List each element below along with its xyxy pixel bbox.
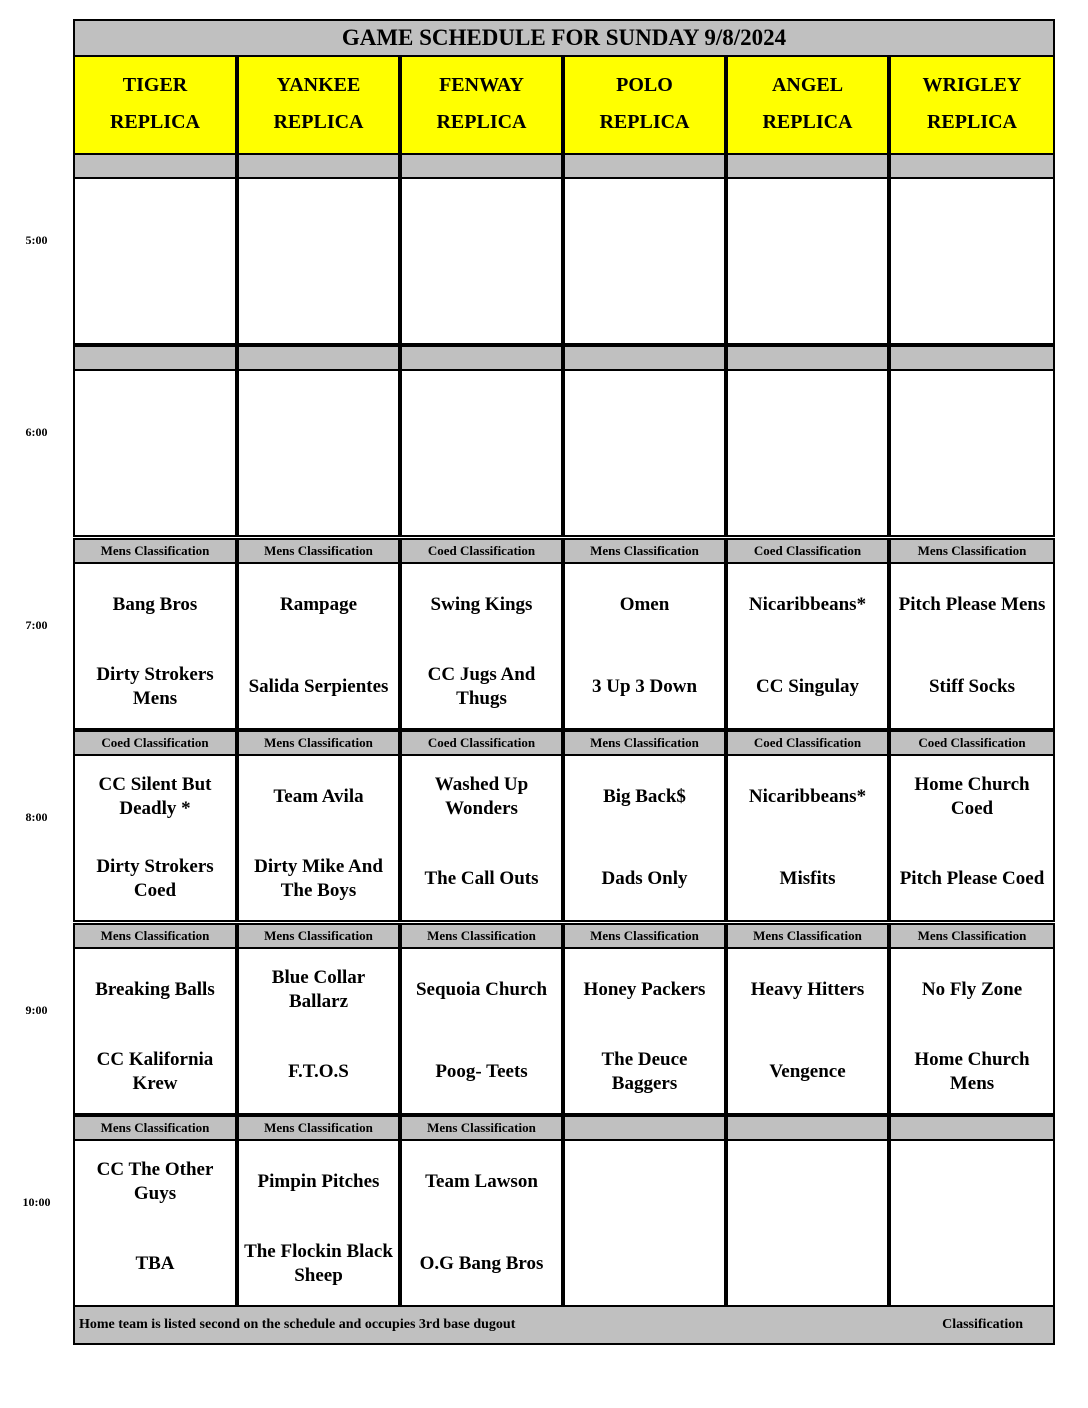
home-team: CC Singulay xyxy=(756,676,859,697)
away-team: CC The Other Guys xyxy=(96,1159,214,1204)
home-team: Misfits xyxy=(779,868,836,889)
empty-game-cell xyxy=(889,369,1055,537)
classification-label xyxy=(889,345,1055,371)
away-team: Honey Packers xyxy=(583,979,706,1000)
time-label: 7:00 xyxy=(25,618,48,632)
classification-label xyxy=(73,345,237,371)
empty-game-cell xyxy=(237,369,400,537)
time-label: 8:00 xyxy=(25,810,48,824)
away-team: Blue Collar Ballarz xyxy=(271,967,366,1012)
classification-label: Mens Classification xyxy=(563,538,726,564)
away-team: Swing Kings xyxy=(430,594,533,615)
classification-label xyxy=(726,153,889,179)
classification-label: Mens Classification xyxy=(73,538,237,564)
home-team: Stiff Socks xyxy=(928,676,1016,697)
home-team: Home Church Mens xyxy=(914,1049,1030,1094)
classification-label xyxy=(563,153,726,179)
classification-label: Coed Classification xyxy=(726,730,889,756)
field-name: ANGEL xyxy=(771,74,844,96)
classification-label xyxy=(726,345,889,371)
away-team: Pimpin Pitches xyxy=(257,1171,380,1192)
classification-label: Mens Classification xyxy=(889,923,1055,949)
classification-label xyxy=(726,1115,889,1141)
away-team: Heavy Hitters xyxy=(750,979,865,1000)
away-team: Rampage xyxy=(279,594,358,615)
empty-game-cell xyxy=(726,1139,889,1307)
empty-game-cell xyxy=(889,177,1055,345)
home-team: 3 Up 3 Down xyxy=(591,676,698,697)
classification-label xyxy=(400,345,563,371)
away-team: Bang Bros xyxy=(112,594,198,615)
classification-label: Mens Classification xyxy=(73,1115,237,1141)
empty-game-cell xyxy=(889,1139,1055,1307)
empty-game-cell xyxy=(563,369,726,537)
game-cell xyxy=(726,562,889,730)
game-cell xyxy=(73,947,237,1115)
classification-label: Mens Classification xyxy=(400,1115,563,1141)
game-cell xyxy=(237,562,400,730)
field-subtitle: REPLICA xyxy=(109,111,200,133)
field-header-angel xyxy=(726,55,889,155)
classification-label xyxy=(889,1115,1055,1141)
classification-label: Coed Classification xyxy=(400,730,563,756)
away-team: Pitch Please Mens xyxy=(898,594,1046,615)
empty-game-cell xyxy=(563,177,726,345)
game-cell xyxy=(889,754,1055,922)
classification-label: Mens Classification xyxy=(237,1115,400,1141)
home-team: The Flockin Black Sheep xyxy=(244,1241,393,1286)
field-header-yankee xyxy=(237,55,400,155)
field-subtitle: REPLICA xyxy=(273,111,364,133)
game-cell xyxy=(237,1139,400,1307)
game-cell xyxy=(726,754,889,922)
classification-label: Mens Classification xyxy=(889,538,1055,564)
empty-game-cell xyxy=(726,369,889,537)
empty-game-cell xyxy=(400,177,563,345)
schedule-table xyxy=(73,19,1055,1345)
away-team: Sequoia Church xyxy=(415,979,548,1000)
home-team: Dirty Strokers Coed xyxy=(96,856,214,901)
classification-label: Mens Classification xyxy=(237,538,400,564)
game-cell xyxy=(400,1139,563,1307)
away-team: Omen xyxy=(619,594,670,615)
empty-game-cell xyxy=(237,177,400,345)
home-team: Dirty Mike And The Boys xyxy=(254,856,383,901)
classification-label: Mens Classification xyxy=(237,730,400,756)
home-team: CC Kalifornia Krew xyxy=(96,1049,214,1094)
field-subtitle: REPLICA xyxy=(926,111,1017,133)
empty-game-cell xyxy=(400,369,563,537)
game-cell xyxy=(73,562,237,730)
time-label: 6:00 xyxy=(25,425,48,439)
field-name: YANKEE xyxy=(276,74,361,96)
field-name: FENWAY xyxy=(439,74,524,96)
away-team: Team Avila xyxy=(273,786,364,807)
home-team: Salida Serpientes xyxy=(248,676,389,697)
home-team: The Deuce Baggers xyxy=(601,1049,688,1094)
game-cell xyxy=(237,947,400,1115)
away-team: CC Silent But Deadly * xyxy=(98,774,212,819)
away-team: Nicaribbeans* xyxy=(748,786,867,807)
game-cell xyxy=(563,562,726,730)
classification-label: Mens Classification xyxy=(563,730,726,756)
classification-label: Mens Classification xyxy=(400,923,563,949)
game-cell xyxy=(889,562,1055,730)
classification-label: Coed Classification xyxy=(73,730,237,756)
footer-bar xyxy=(73,1305,1055,1345)
classification-label xyxy=(889,153,1055,179)
game-cell xyxy=(73,1139,237,1307)
classification-label xyxy=(237,345,400,371)
away-team: Team Lawson xyxy=(425,1171,538,1192)
field-header-fenway xyxy=(400,55,563,155)
page-title: GAME SCHEDULE FOR SUNDAY 9/8/2024 xyxy=(73,19,1055,57)
home-team: O.G Bang Bros xyxy=(419,1253,544,1274)
field-header-tiger xyxy=(73,55,237,155)
classification-label xyxy=(400,153,563,179)
field-name: POLO xyxy=(616,74,673,96)
empty-game-cell xyxy=(73,369,237,537)
footer-label: Classification xyxy=(942,1317,1023,1332)
game-cell xyxy=(400,562,563,730)
field-name: WRIGLEY xyxy=(922,74,1022,96)
home-team: Dads Only xyxy=(601,868,688,889)
field-header-wrigley xyxy=(889,55,1055,155)
away-team: No Fly Zone xyxy=(921,979,1023,1000)
classification-label: Coed Classification xyxy=(726,538,889,564)
field-name: TIGER xyxy=(122,74,188,96)
time-label: 9:00 xyxy=(25,1003,48,1017)
away-team: Big Back$ xyxy=(603,786,686,807)
empty-game-cell xyxy=(726,177,889,345)
classification-label xyxy=(237,153,400,179)
away-team: Nicaribbeans* xyxy=(748,594,867,615)
away-team: Home Church Coed xyxy=(914,774,1030,819)
game-cell xyxy=(889,947,1055,1115)
away-team: Washed Up Wonders xyxy=(434,774,529,819)
game-cell xyxy=(563,754,726,922)
game-cell xyxy=(726,947,889,1115)
classification-label xyxy=(73,153,237,179)
field-subtitle: REPLICA xyxy=(436,111,527,133)
field-subtitle: REPLICA xyxy=(599,111,690,133)
home-team: The Call Outs xyxy=(424,868,539,889)
empty-game-cell xyxy=(563,1139,726,1307)
game-cell xyxy=(563,947,726,1115)
classification-label xyxy=(563,345,726,371)
time-label: 5:00 xyxy=(25,233,48,247)
game-cell xyxy=(237,754,400,922)
empty-game-cell xyxy=(73,177,237,345)
classification-label xyxy=(563,1115,726,1141)
field-subtitle: REPLICA xyxy=(762,111,853,133)
home-team: Poog- Teets xyxy=(435,1061,528,1082)
classification-label: Mens Classification xyxy=(563,923,726,949)
classification-label: Coed Classification xyxy=(400,538,563,564)
home-team: Pitch Please Coed xyxy=(899,868,1045,889)
home-team: Vengence xyxy=(769,1061,846,1082)
classification-label: Mens Classification xyxy=(237,923,400,949)
home-team: TBA xyxy=(135,1253,175,1274)
classification-label: Mens Classification xyxy=(726,923,889,949)
classification-label: Coed Classification xyxy=(889,730,1055,756)
game-cell xyxy=(73,754,237,922)
field-header-polo xyxy=(563,55,726,155)
away-team: Breaking Balls xyxy=(95,979,215,1000)
game-cell xyxy=(400,754,563,922)
classification-label: Mens Classification xyxy=(73,923,237,949)
footer-note: Home team is listed second on the schedule and occupies 3rd base dugout xyxy=(79,1317,516,1332)
home-team: Dirty Strokers Mens xyxy=(96,664,214,709)
home-team: F.T.O.S xyxy=(288,1061,349,1082)
home-team: CC Jugs And Thugs xyxy=(427,664,536,709)
time-label: 10:00 xyxy=(22,1195,51,1209)
game-cell xyxy=(400,947,563,1115)
